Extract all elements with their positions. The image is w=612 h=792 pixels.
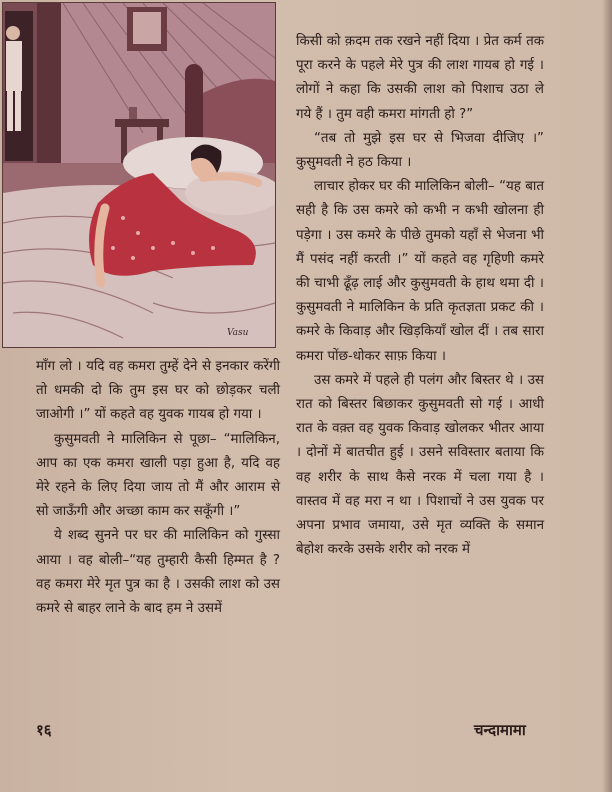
text-column-right: [296, 30, 544, 562]
paragraph: उस कमरे में पहले ही पलंग और बिस्तर थे । उस रात को बिस्तर बिछाकर कुसुमवती सो गई । आधी रात के वक़्त वह युवक किवाड़ खोलकर भीतर आया । दोनों में बातचीत हुई । उसने सविस्तार बताया कि वह शरीर के साथ कैसे नरक में चला गया है । वास्तव में वह मरा न था । पिशाचों ने उस युवक पर अपना प्रभाव जमाया, उसे मृत व्यक्ति के समान बेहोश करके उसके शरीर को नरक में: [296, 372, 544, 558]
paragraph: कुसुमवती ने मालिकिन से पूछा– “मालिकिन, आप का एक कमरा खाली पड़ा हुआ है, यदि वह मेरे रहने के लिए दिया जाय तो मैं और आराम से सो जाऊँगी और अच्छा काम कर सकूँगी ।”: [36, 431, 280, 520]
magazine-name: चन्दामामा: [474, 721, 526, 739]
paragraph: लाचार होकर घर की मालिकिन बोली– “यह बात सही है कि उस कमरे को कभी न कभी खोलना ही पड़ेगा । उस कमरे के पीछे तुमको यहाँ से भेजना भी मैं पसंद नहीं करती ।” यों कहते वह गृहिणी कमरे की चाभी ढूँढ़ लाई और कुसुमवती के हाथ थमा दी । कुसुमवती ने मालिकिन के प्रति कृतज्ञता प्रकट की । कमरे के किवाड़ और खिड़कियाँ खोल दीं । तब सारा कमरा पोंछ-धोकर साफ़ किया ।: [296, 179, 544, 364]
page-number: १६: [36, 721, 52, 739]
paragraph: ये शब्द सुनने पर घर की मालिकिन को गुस्सा आया । वह बोली–“यह तुम्हारी कैसी हिम्मत है ? वह कमरा मेरे मृत पुत्र का है । उसकी लाश को उस कमरे से बाहर लाने के बाद हम ने उसमें: [36, 528, 280, 617]
text-column-left: [36, 355, 280, 621]
story-illustration: [2, 2, 276, 348]
svg-text:Vasu: Vasu: [227, 328, 249, 338]
page-edge-shadow: [602, 0, 612, 792]
paragraph: किसी को क़दम तक रखने नहीं दिया । प्रेत कर्म तक पूरा करने के पहले मेरे पुत्र की लाश गायब हो गई । लोगों ने कहा कि उसकी लाश को पिशाच उठा ले गये हैं । तुम वही कमरा मांगती हो ?”: [296, 34, 544, 122]
paragraph: माँग लो । यदि वह कमरा तुम्हें देने से इनकार करेंगी तो धमकी दो कि तुम इस घर को छोड़कर चली जाओगी ।” यों कहते वह युवक गायब हो गया ।: [36, 359, 280, 423]
sleeping-woman-illustration: [3, 3, 275, 347]
paragraph: “तब तो मुझे इस घर से भिजवा दीजिए ।” कुसुमवती ने हठ किया ।: [296, 130, 544, 171]
